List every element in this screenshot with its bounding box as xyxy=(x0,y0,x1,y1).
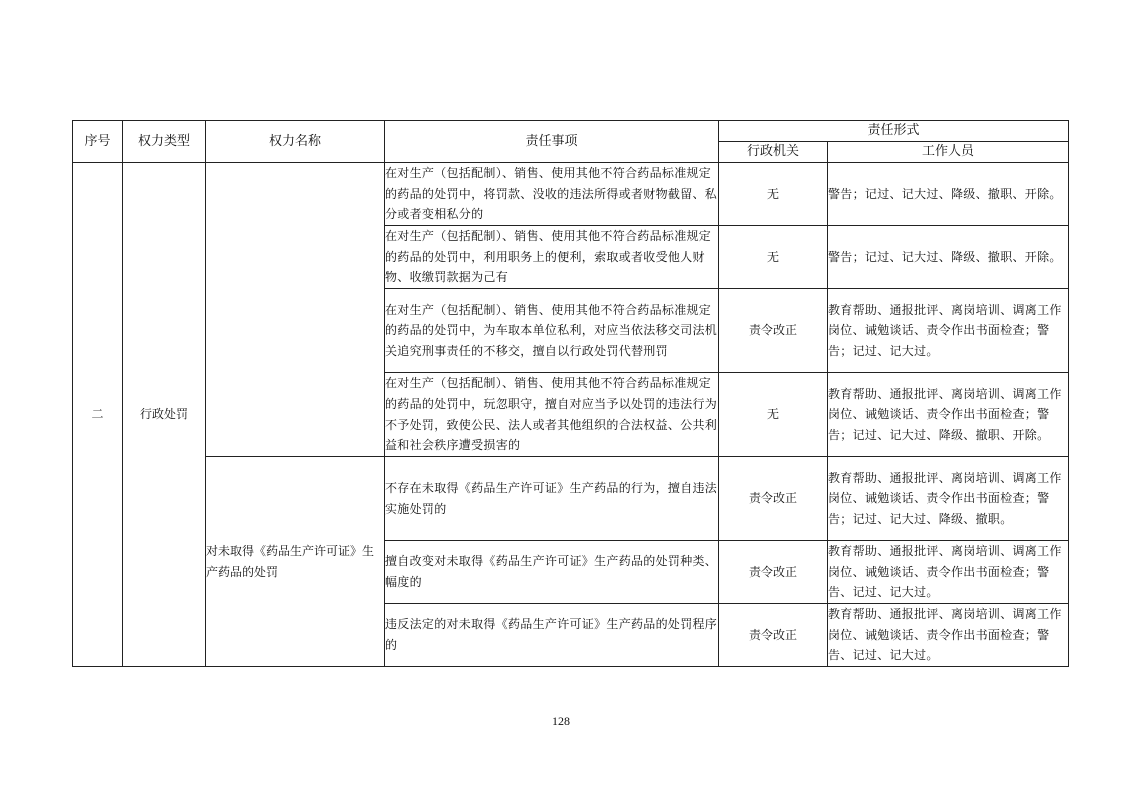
header-power-name: 权力名称 xyxy=(206,121,385,163)
staff-cell: 教育帮助、通报批评、离岗培训、调离工作岗位、诫勉谈话、责令作出书面检查；警告、记过、记大过。 xyxy=(828,541,1069,604)
page-number: 128 xyxy=(552,714,570,728)
header-duty-form: 责任形式 xyxy=(719,121,1069,142)
admin-org-cell: 责令改正 xyxy=(719,457,828,541)
staff-cell: 教育帮助、通报批评、离岗培训、调离工作岗位、诫勉谈话、责令作出书面检查；警告、记过、记大过。 xyxy=(828,604,1069,667)
staff-cell: 教育帮助、通报批评、离岗培训、调离工作岗位、诫勉谈话、责令作出书面检查；警告；记过、记大过、降级、撤职。 xyxy=(828,457,1069,541)
power-name-cell-empty xyxy=(206,163,385,457)
admin-org-cell: 无 xyxy=(719,373,828,457)
header-power-type: 权力类型 xyxy=(123,121,206,163)
admin-org-cell: 无 xyxy=(719,226,828,289)
header-seq: 序号 xyxy=(73,121,123,163)
header-admin-org: 行政机关 xyxy=(719,142,828,163)
header-staff: 工作人员 xyxy=(828,142,1069,163)
duty-item-cell: 在对生产（包括配制）、销售、使用其他不符合药品标准规定的药品的处罚中，为车取本单位私利，对应当依法移交司法机关追究刑事责任的不移交，擅自以行政处罚代替刑罚 xyxy=(385,289,719,373)
power-type-cell: 行政处罚 xyxy=(123,163,206,667)
header-row-1 xyxy=(73,121,1069,142)
staff-cell: 教育帮助、通报批评、离岗培训、调离工作岗位、诫勉谈话、责令作出书面检查；警告；记过、记大过。 xyxy=(828,289,1069,373)
table-row xyxy=(73,163,1069,226)
duty-item-cell: 违反法定的对未取得《药品生产许可证》生产药品的处罚程序的 xyxy=(385,604,719,667)
staff-cell: 警告；记过、记大过、降级、撤职、开除。 xyxy=(828,163,1069,226)
admin-org-cell: 责令改正 xyxy=(719,541,828,604)
admin-org-cell: 责令改正 xyxy=(719,604,828,667)
admin-org-cell: 无 xyxy=(719,163,828,226)
header-duty-items: 责任事项 xyxy=(385,121,719,163)
duty-item-cell: 不存在未取得《药品生产许可证》生产药品的行为，擅自违法实施处罚的 xyxy=(385,457,719,541)
power-name-cell: 对未取得《药品生产许可证》生产药品的处罚 xyxy=(206,457,385,667)
responsibility-table xyxy=(72,120,1069,667)
staff-cell: 警告；记过、记大过、降级、撤职、开除。 xyxy=(828,226,1069,289)
duty-item-cell: 在对生产（包括配制）、销售、使用其他不符合药品标准规定的药品的处罚中，玩忽职守，擅自对应当予以处罚的违法行为不予处罚，致使公民、法人或者其他组织的合法权益、公共利益和社会秩序遭受损害的 xyxy=(385,373,719,457)
staff-cell: 教育帮助、通报批评、离岗培训、调离工作岗位、诫勉谈话、责令作出书面检查；警告；记过、记大过、降级、撤职、开除。 xyxy=(828,373,1069,457)
admin-org-cell: 责令改正 xyxy=(719,289,828,373)
seq-cell: 二 xyxy=(73,163,123,667)
duty-item-cell: 擅自改变对未取得《药品生产许可证》生产药品的处罚种类、幅度的 xyxy=(385,541,719,604)
duty-item-cell: 在对生产（包括配制）、销售、使用其他不符合药品标准规定的药品的处罚中，将罚款、没收的违法所得或者财物截留、私分或者变相私分的 xyxy=(385,163,719,226)
table-row xyxy=(73,457,1069,541)
duty-item-cell: 在对生产（包括配制）、销售、使用其他不符合药品标准规定的药品的处罚中，利用职务上的便利，索取或者收受他人财物、收缴罚款据为己有 xyxy=(385,226,719,289)
